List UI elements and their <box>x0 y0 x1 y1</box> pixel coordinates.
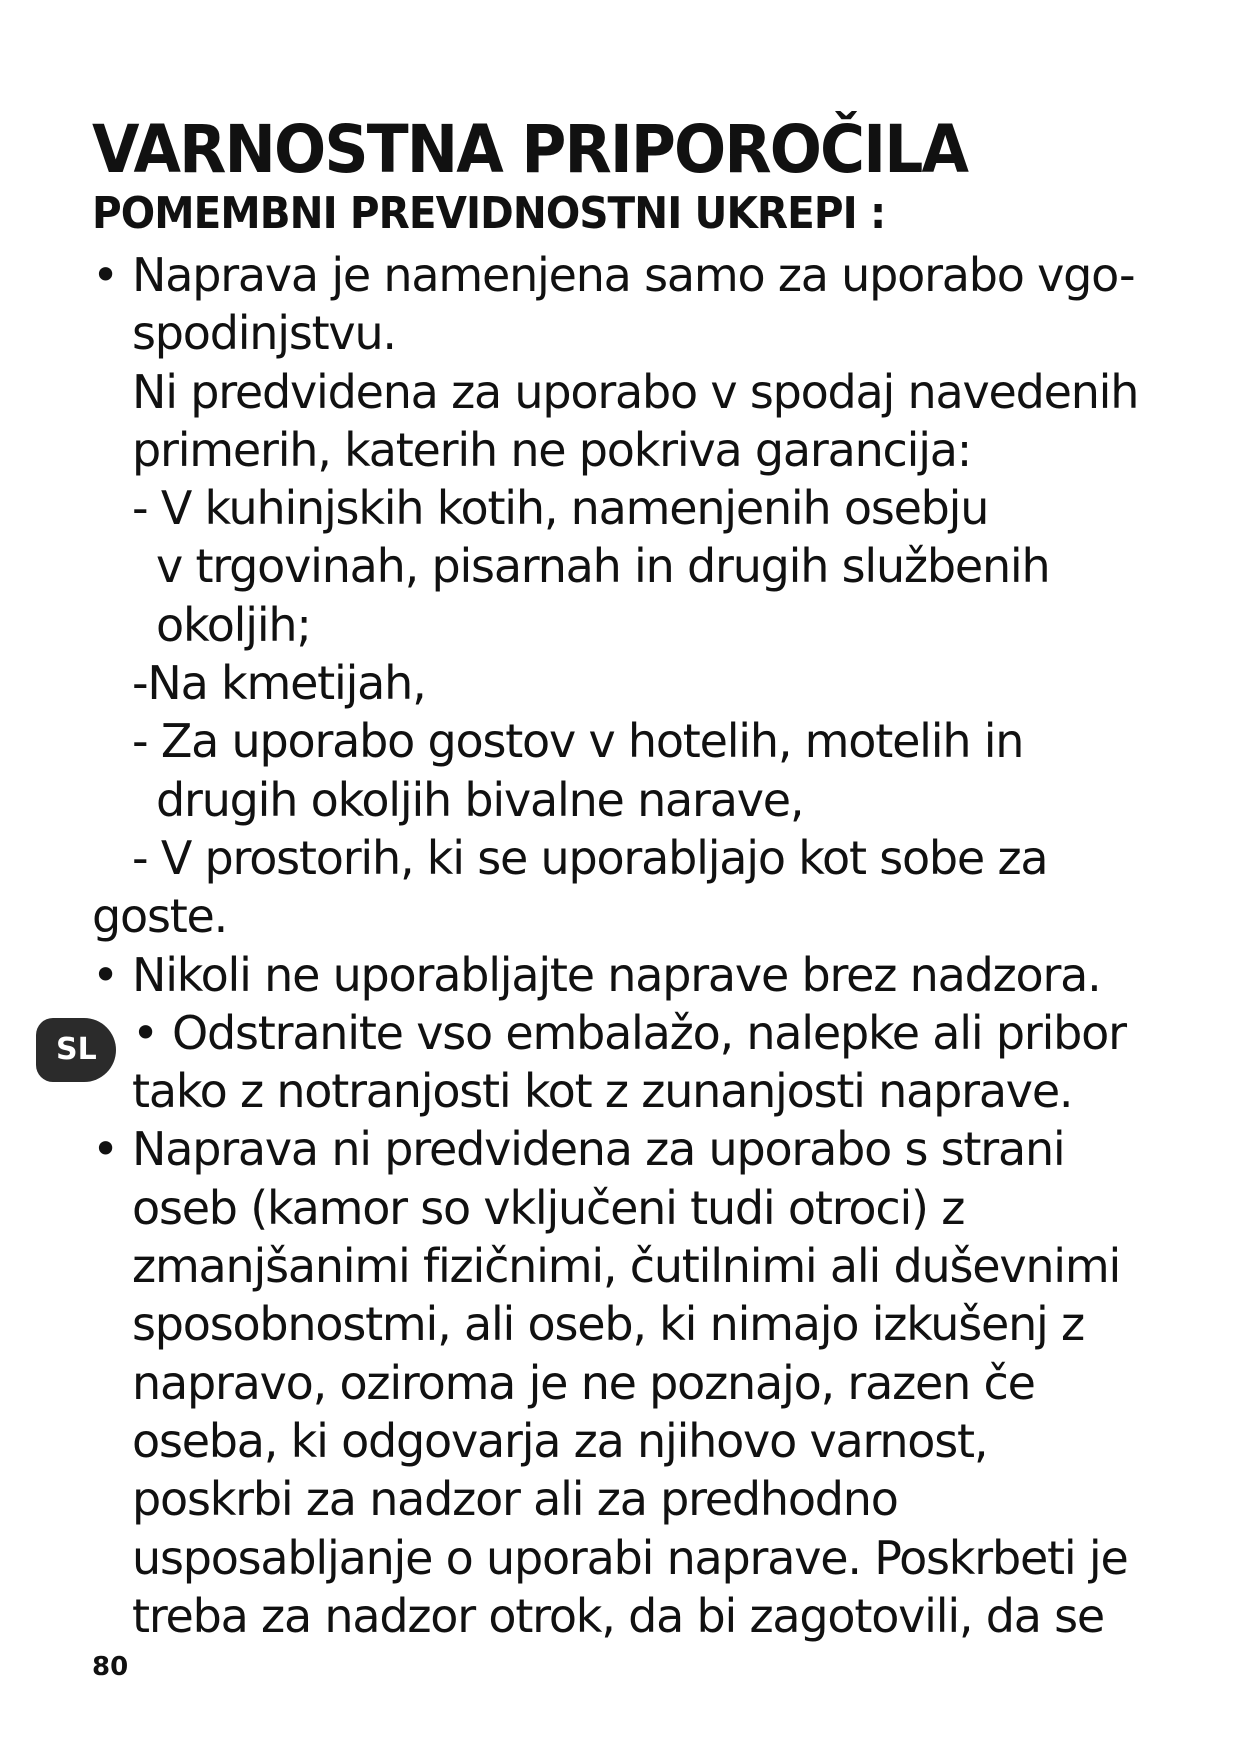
text-line: Ni predvidena za uporabo v spodaj navedenih <box>132 364 1139 419</box>
text-line: sposobnostmi, ali oseb, ki nimajo izkušenj z <box>132 1297 1084 1352</box>
bullet-icon: • <box>132 1005 158 1060</box>
text-line: okoljih; <box>156 597 311 652</box>
text-line: oseba, ki odgovarja za njihovo varnost, <box>132 1413 988 1468</box>
page-number: 80 <box>92 1652 129 1682</box>
text-line: tako z notranjosti kot z zunanjosti naprave. <box>132 1064 1073 1119</box>
bullet-icon: • <box>92 1122 118 1177</box>
safety-text <box>92 246 1172 1645</box>
text-line: napravo, oziroma je ne poznajo, razen če <box>132 1355 1035 1410</box>
text-line: • Nikoli ne uporabljajte naprave brez nadzora. <box>92 946 1172 1004</box>
text-line: poskrbi za nadzor ali za predhodno <box>132 1472 898 1527</box>
bullet-icon: • <box>92 248 118 302</box>
text-line: drugih okoljih bivalne narave, <box>156 772 804 827</box>
text-line: treba za nadzor otrok, da bi zagotovili, da se <box>132 1588 1105 1643</box>
text-line: v trgovinah, pisarnah in drugih službenih <box>156 539 1050 594</box>
text-line: • Naprava ni predvidena za uporabo s strani <box>92 1120 1172 1178</box>
text-line: - V kuhinjskih kotih, namenjenih osebju <box>132 481 989 536</box>
text-line: usposabljanje o uporabi naprave. Poskrbeti je <box>132 1530 1128 1585</box>
text-line: - V prostorih, ki se uporabljajo kot sobe za <box>132 830 1048 885</box>
text-line: primerih, katerih ne pokriva garancija: <box>132 422 972 477</box>
page-title: VARNOSTNA PRIPOROČILA <box>92 111 968 188</box>
text-line: zmanjšanimi fizičnimi, čutilnimi ali duševnimi <box>132 1239 1121 1294</box>
text-line: oseb (kamor so vključeni tudi otroci) z <box>132 1180 965 1235</box>
text-line: • Odstranite vso embalažo, nalepke ali pribor <box>92 1004 1172 1062</box>
language-tab: SL <box>36 1018 116 1082</box>
text-line: • Naprava je namenjena samo za uporabo vgo- <box>92 246 1172 304</box>
bullet-icon: • <box>92 947 118 1002</box>
text-line: goste. <box>92 889 228 944</box>
text-line: -Na kmetijah, <box>132 656 426 711</box>
section-subtitle: POMEMBNI PREVIDNOSTNI UKREPI : <box>92 188 886 239</box>
text-line: spodinjstvu. <box>132 306 396 361</box>
text-line: - Za uporabo gostov v hotelih, motelih in <box>132 714 1024 769</box>
